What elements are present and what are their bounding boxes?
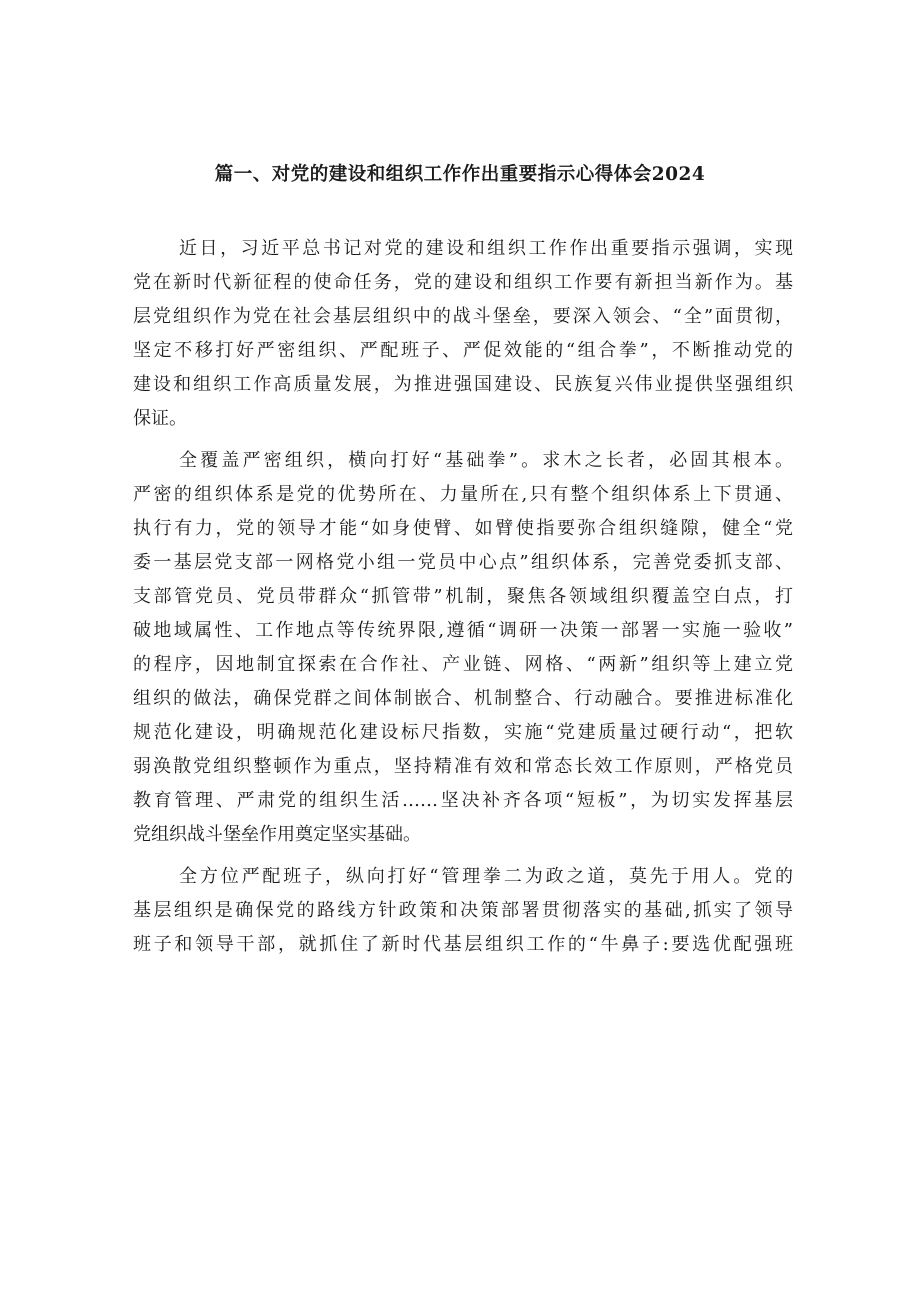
- document-title: 篇一、对党的建设和组织工作作出重要指示心得体会2024: [214, 164, 706, 185]
- text-line: 保证。: [133, 408, 187, 429]
- text-line: 全方位严配班子，纵向打好“管理拳二为政之道，莫先于用人。党的: [179, 866, 793, 887]
- text-line: 严密的组织体系是党的优势所在、力量所在,只有整个组织体系上下贯通、: [133, 484, 793, 505]
- text-line: 组织的做法，确保党群之间体制嵌合、机制整合、行动融合。要推进标准化: [133, 688, 793, 709]
- paragraph-3: [133, 860, 793, 962]
- text-line: 教育管理、严肃党的组织生活……坚决补齐各项“短板”，为切实发挥基层: [133, 790, 793, 811]
- text-line: 规范化建设，明确规范化建设标尺指数，实施“党建质量过硬行动“，把软: [133, 722, 793, 743]
- text-line: 支部管党员、党员带群众“抓管带”机制，聚焦各领域组织覆盖空白点，打: [133, 586, 793, 607]
- text-line: 破地域属性、工作地点等传统界限,遵循“调研一决策一部署一实施一验收”: [133, 620, 793, 641]
- text-line: 执行有力，党的领导才能“如身使臂、如臂使指要弥合组织缝隙，健全“党: [133, 518, 793, 539]
- text-line: 班子和领导干部，就抓住了新时代基层组织工作的“牛鼻子:要选优配强班: [133, 934, 793, 955]
- text-line: 党组织战斗堡垒作用奠定坚实基础。: [133, 824, 421, 845]
- text-line: 委一基层党支部一网格党小组一党员中心点”组织体系，完善党委抓支部、: [133, 552, 793, 573]
- text-line: 层党组织作为党在社会基层组织中的战斗堡垒，要深入领会、“全”面贯彻，: [133, 306, 793, 327]
- text-line: 坚定不移打好严密组织、严配班子、严促效能的“组合拳”，不断推动党的: [133, 340, 793, 361]
- paragraph-2: [133, 444, 793, 852]
- text-line: 基层组织是确保党的路线方针政策和决策部署贯彻落实的基础,抓实了领导: [133, 900, 793, 921]
- text-line: 建设和组织工作高质量发展，为推进强国建设、民族复兴伟业提供坚强组织: [133, 374, 793, 395]
- text-line: 弱涣散党组织整顿作为重点，坚持精准有效和常态长效工作原则，严格党员: [133, 756, 793, 777]
- text-line: 的程序，因地制宜探索在合作社、产业链、网格、“两新”组织等上建立党: [133, 654, 793, 675]
- text-line: 全覆盖严密组织，横向打好“基础拳”。求木之长者，必固其根本。: [179, 450, 793, 471]
- document-body: [133, 232, 793, 970]
- paragraph-1: [133, 232, 793, 436]
- text-line: 近日，习近平总书记对党的建设和组织工作作出重要指示强调，实现: [179, 238, 793, 259]
- text-line: 党在新时代新征程的使命任务，党的建设和组织工作要有新担当新作为。基: [133, 272, 793, 293]
